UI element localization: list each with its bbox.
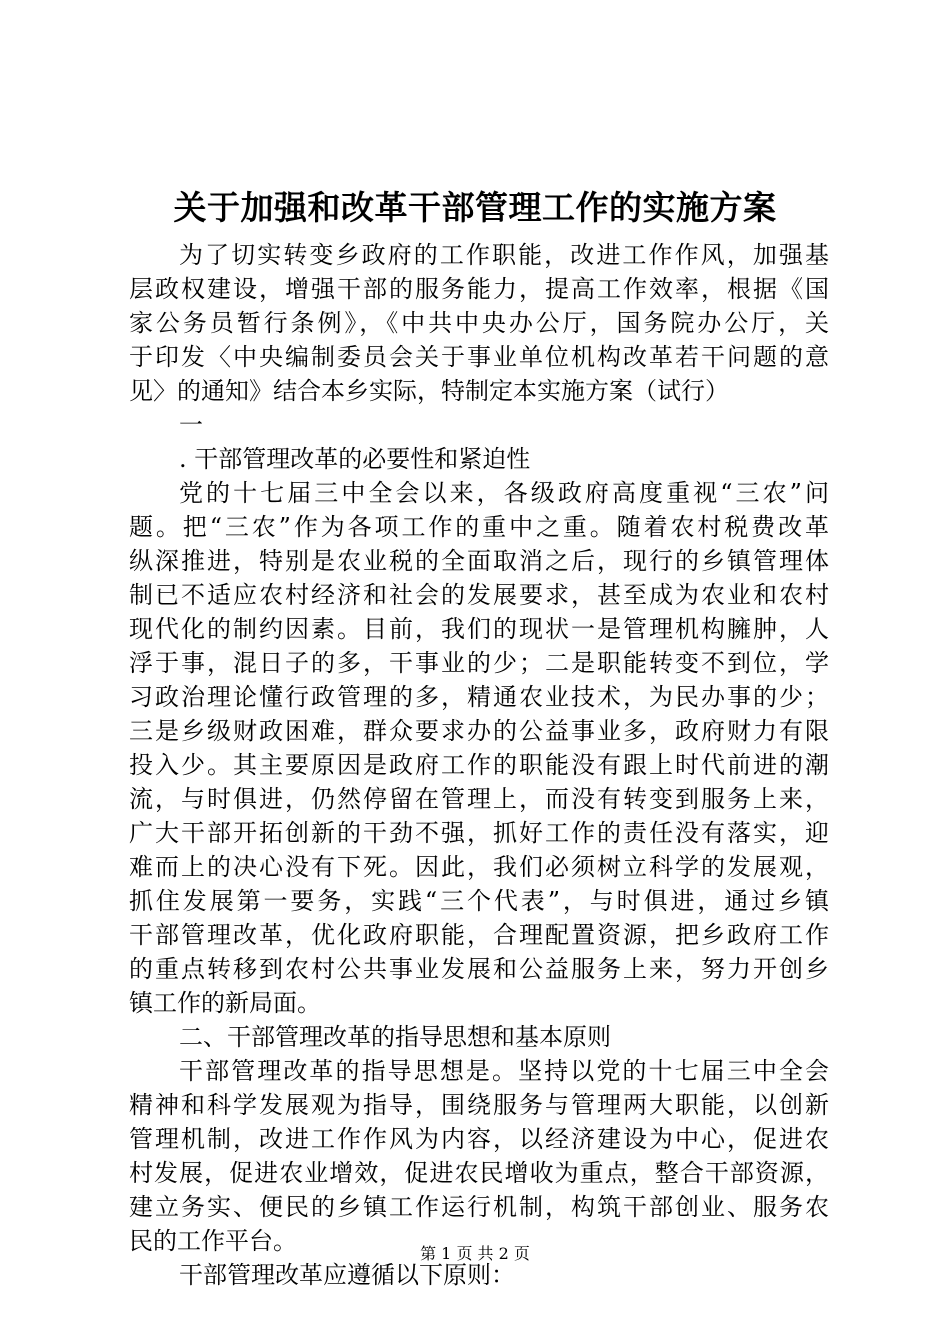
document-body — [129, 238, 829, 1292]
text-line: 制已不适应农村经济和社会的发展要求，甚至成为农业和农村 — [129, 581, 829, 609]
text-line: 投入少。其主要原因是政府工作的职能没有跟上时代前进的潮 — [129, 751, 829, 779]
text-line: 广大干部开拓创新的干劲不强，抓好工作的责任没有落实，迎 — [129, 819, 829, 847]
text-line: 难而上的决心没有下死。因此，我们必须树立科学的发展观， — [129, 853, 829, 881]
text-line: 为了切实转变乡政府的工作职能，改进工作作风，加强基 — [179, 241, 829, 269]
text-line: 现代化的制约因素。目前，我们的现状一是管理机构臃肿，人 — [129, 615, 829, 643]
text-line: 浮于事，混日子的多，干事业的少；二是职能转变不到位，学 — [129, 649, 829, 677]
text-line: 层政权建设，增强干部的服务能力，提高工作效率，根据《国 — [129, 275, 829, 303]
text-line: 题。把“三农”作为各项工作的重中之重。随着农村税费改革 — [129, 513, 829, 541]
text-line: 习政治理论懂行政管理的多，精通农业技术，为民办事的少； — [129, 683, 829, 711]
text-line: 家公务员暂行条例》，《中共中央办公厅，国务院办公厅，关 — [129, 309, 829, 337]
text-line: . 干部管理改革的必要性和紧迫性 — [179, 445, 531, 473]
text-line: 二、干部管理改革的指导思想和基本原则 — [179, 1023, 611, 1051]
text-line: 三是乡级财政困难，群众要求办的公益事业多，政府财力有限 — [129, 717, 829, 745]
text-line: 建立务实、便民的乡镇工作运行机制，构筑干部创业、服务农 — [129, 1193, 829, 1221]
text-line: 抓住发展第一要务，实践“三个代表”，与时俱进，通过乡镇 — [129, 887, 829, 915]
text-line: 党的十七届三中全会以来，各级政府高度重视“三农”问 — [179, 479, 829, 507]
text-line: 干部管理改革，优化政府职能，合理配置资源，把乡政府工作 — [129, 921, 829, 949]
text-line: 的重点转移到农村公共事业发展和公益服务上来，努力开创乡 — [129, 955, 829, 983]
text-line: 镇工作的新局面。 — [129, 989, 321, 1017]
text-line: 一 — [179, 411, 203, 439]
document-title: 关于加强和改革干部管理工作的实施方案 — [173, 188, 777, 227]
text-line: 见〉的通知》结合本乡实际，特制定本实施方案（试行） — [129, 377, 729, 405]
text-line: 于印发〈中央编制委员会关于事业单位机构改革若干问题的意 — [129, 343, 829, 371]
text-line: 纵深推进，特别是农业税的全面取消之后，现行的乡镇管理体 — [129, 547, 829, 575]
text-line: 流，与时俱进，仍然停留在管理上，而没有转变到服务上来， — [129, 785, 829, 813]
text-line: 管理机制，改进工作作风为内容，以经济建设为中心，促进农 — [129, 1125, 829, 1153]
page-footer: 第 1 页 共 2 页 — [420, 1244, 530, 1263]
text-line: 民的工作平台。 — [129, 1227, 297, 1255]
text-line: 干部管理改革应遵循以下原则： — [179, 1261, 515, 1289]
text-line: 精神和科学发展观为指导，围绕服务与管理两大职能，以创新 — [129, 1091, 829, 1119]
text-line: 村发展，促进农业增效，促进农民增收为重点，整合干部资源， — [129, 1159, 829, 1187]
text-line: 干部管理改革的指导思想是。坚持以党的十七届三中全会 — [179, 1057, 829, 1085]
